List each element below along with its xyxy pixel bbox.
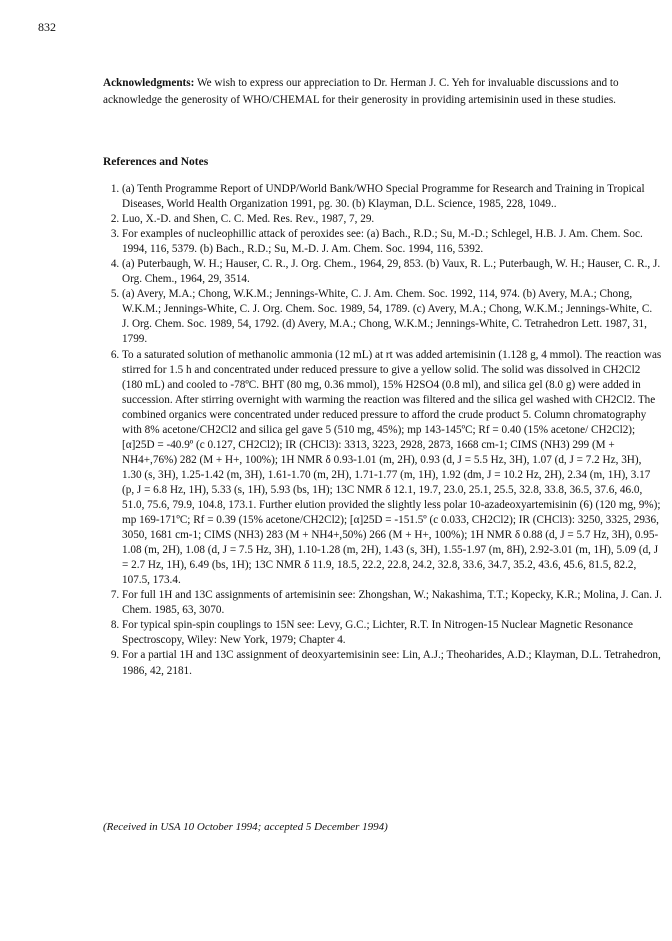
reference-5: 5. (a) Avery, M.A.; Chong, W.K.M.; Jennings-White, C. J. Am. Chem. Soc. 1992, 114, 974. (b) Avery, M.A.; Chong, W.K.M.; Jennings-White, C. J. Org. Chem. Soc. 1989, 54, 1789. (c) Avery, M.A.; Chong, W.K.M.; Jennings-White, C. J. Org. Chem. Soc. 1989, 54, 1792. (d) Avery, M.A.; Chong, W.K.M.; Jennings-White, C. Tetrahedron Lett. 1987, 31, 1799. bbox=[122, 287, 662, 347]
reference-9: 9. For a partial 1H and 13C assignment of deoxyartemisinin see: Lin, A.J.; Theoharides, A.D.; Klayman, D.L. Tetrahedron, 1986, 42, 2181. bbox=[122, 648, 662, 678]
reference-2: 2. Luo, X.-D. and Shen, C. C. Med. Res. Rev., 1987, 7, 29. bbox=[122, 212, 662, 227]
acknowledgments-heading: Acknowledgments: bbox=[103, 77, 195, 89]
received-note: (Received in USA 10 October 1994; accepted 5 December 1994) bbox=[103, 821, 388, 833]
references-list bbox=[103, 182, 662, 679]
reference-8: 8. For typical spin-spin couplings to 15N see: Levy, G.C.; Lichter, R.T. In Nitrogen-15 Nuclear Magnetic Resonance Spectroscopy, Wiley: New York, 1979; Chapter 4. bbox=[122, 618, 662, 648]
acknowledgments-text: We wish to express our appreciation to Dr. Herman J. C. Yeh for invaluable discussions and to acknowledge the generosity of WHO/CHEMAL for their generosity in providing artemisinin used in these studies. bbox=[103, 77, 619, 106]
page-number: 832 bbox=[38, 20, 56, 34]
references-heading: References and Notes bbox=[103, 156, 209, 168]
reference-1: 1. (a) Tenth Programme Report of UNDP/World Bank/WHO Special Programme for Research and Training in Tropical Diseases, World Health Organization 1991, pg. 30. (b) Klayman, D.L. Science, 1985, 228, 1049.. bbox=[122, 182, 662, 212]
reference-4: 4. (a) Puterbaugh, W. H.; Hauser, C. R., J. Org. Chem., 1964, 29, 853. (b) Vaux, R. L.; Puterbaugh, W. H.; Hauser, C. R., J. Org. Chem., 1964, 29, 3514. bbox=[122, 257, 662, 287]
reference-3: 3. For examples of nucleophillic attack of peroxides see: (a) Bach., R.D.; Su, M.-D.; Schlegel, H.B. J. Am. Chem. Soc. 1994, 116, 5379. (b) Bach., R.D.; Su, M.-D. J. Am. Chem. Soc. 1994, 116, 5392. bbox=[122, 227, 662, 257]
reference-7: 7. For full 1H and 13C assignments of artemisinin see: Zhongshan, W.; Nakashima, T.T.; Kopecky, K.R.; Molina, J. Can. J. Chem. 1985, 63, 3070. bbox=[122, 588, 662, 618]
reference-6: 6. To a saturated solution of methanolic ammonia (12 mL) at rt was added artemisinin (1.128 g, 4 mmol). The reaction was stirred for 1.5 h and concentrated under reduced pressure to give a yellow solid. The solid was dissolved in CH2Cl2 (180 mL) and cooled to -78ºC. BHT (80 mg, 0.36 mmol), 15% H2SO4 (0.8 ml), and silica gel (8.0 g) were added in succession. After stirring overnight with warming the reaction was filtered and the silica gel washed with CH2Cl2. The combined organics were concentrated under reduced pressure to afford the crude product 5. Column chromatography with 8% acetone/CH2Cl2 and silica gel gave 5 (510 mg, 45%); mp 143-145ºC; Rf = 0.40 (15% acetone/ CH2Cl2); [α]25D = -40.9º (c 0.127, CH2Cl2); IR (CHCl3): 3313, 3223, 2928, 2873, 1668 cm-1; CIMS (NH3) 299 (M + NH4+,76%) 282 (M + H+, 100%); 1H NMR δ 0.93-1.01 (m, 2H), 0.93 (d, J = 5.5 Hz, 3H), 1.07 (d, J = 7.2 Hz, 3H), 1.30 (s, 3H), 1.25-1.42 (m, 3H), 1.61-1.70 (m, 2H), 1.71-1.77 (m, 1H), 1.92 (dm, J = 10.2 Hz, 2H), 2.34 (m, 1H), 3.17 (p, J = 6.8 Hz, 1H), 5.33 (s, 1H), 5.93 (bs, 1H); 13C NMR δ 12.1, 19.7, 23.0, 25.1, 25.5, 32.8, 33.8, 36.5, 37.6, 46.0, 51.0, 75.6, 79.9, 104.8, 173.1. Further elution provided the slightly less polar 10-azadeoxyartemisinin (6) (120 mg, 9%); mp 169-171ºC; Rf = 0.39 (15% acetone/CH2Cl2); [α]25D = -151.5º (c 0.033, CH2Cl2); IR (CHCl3): 3250, 3325, 2936, 3050, 1681 cm-1; CIMS (NH3) 283 (M + NH4+,50%) 266 (M + H+, 100%); 1H NMR δ 0.88 (d, J = 5.7 Hz, 3H), 0.95-1.08 (m, 2H), 1.08 (d, J = 7.5 Hz, 3H), 1.10-1.28 (m, 2H), 1.43 (s, 3H), 1.55-1.97 (m, 8H), 2.92-3.01 (m, 1H), 5.09 (d, J = 2.7 Hz, 1H), 6.49 (bs, 1H); 13C NMR δ 11.9, 18.5, 22.2, 22.8, 24.2, 32.8, 33.6, 34.7, 35.2, 43.6, 45.6, 81.5, 82.2, 107.5, 173.4. bbox=[122, 348, 662, 589]
acknowledgments bbox=[103, 75, 643, 109]
